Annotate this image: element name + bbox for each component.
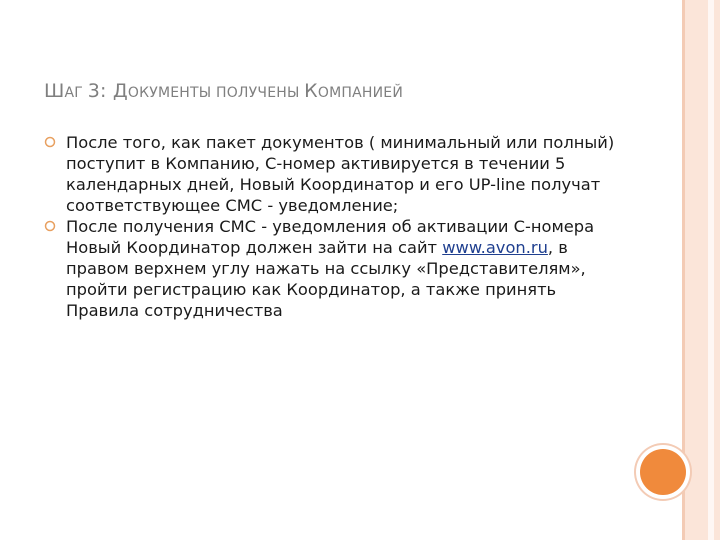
- slide-title: [44, 80, 403, 102]
- circle-bullet-icon: [44, 220, 56, 232]
- bullet-text: , в правом верхнем углу нажать на ссылку «Представителям», пройти регистрацию как Координатор, а также принять Правила сотрудничества: [66, 238, 586, 320]
- bullet-item: [44, 132, 634, 216]
- avon-site-link[interactable]: www.avon.ru: [442, 238, 548, 257]
- bullet-text: После того, как пакет документов ( минимальный или полный) поступит в Компанию, С-номер активируется в течении 5 календарных дней, Новый Координатор и его UP-line получат соответствующее СМС - уведомление;: [66, 133, 615, 215]
- decorative-side-stripe: [682, 0, 720, 540]
- circle-bullet-icon: [44, 136, 56, 148]
- orange-circle-decoration: [640, 449, 686, 495]
- side-stripe-highlight: [708, 0, 714, 540]
- title-part: АГ: [64, 85, 88, 101]
- title-part: Ш: [44, 80, 65, 102]
- title-part: К: [304, 80, 318, 102]
- bullet-list: [44, 132, 634, 321]
- title-part: ОМПАНИЕЙ: [317, 85, 403, 101]
- bullet-text: После получения СМС - уведомления об активации С-номера Новый Координатор должен зайти на сайт: [66, 217, 595, 257]
- title-part: 3: Д: [87, 80, 128, 102]
- title-part: ОКУМЕНТЫ ПОЛУЧЕНЫ: [127, 85, 305, 101]
- bullet-item: [44, 216, 634, 321]
